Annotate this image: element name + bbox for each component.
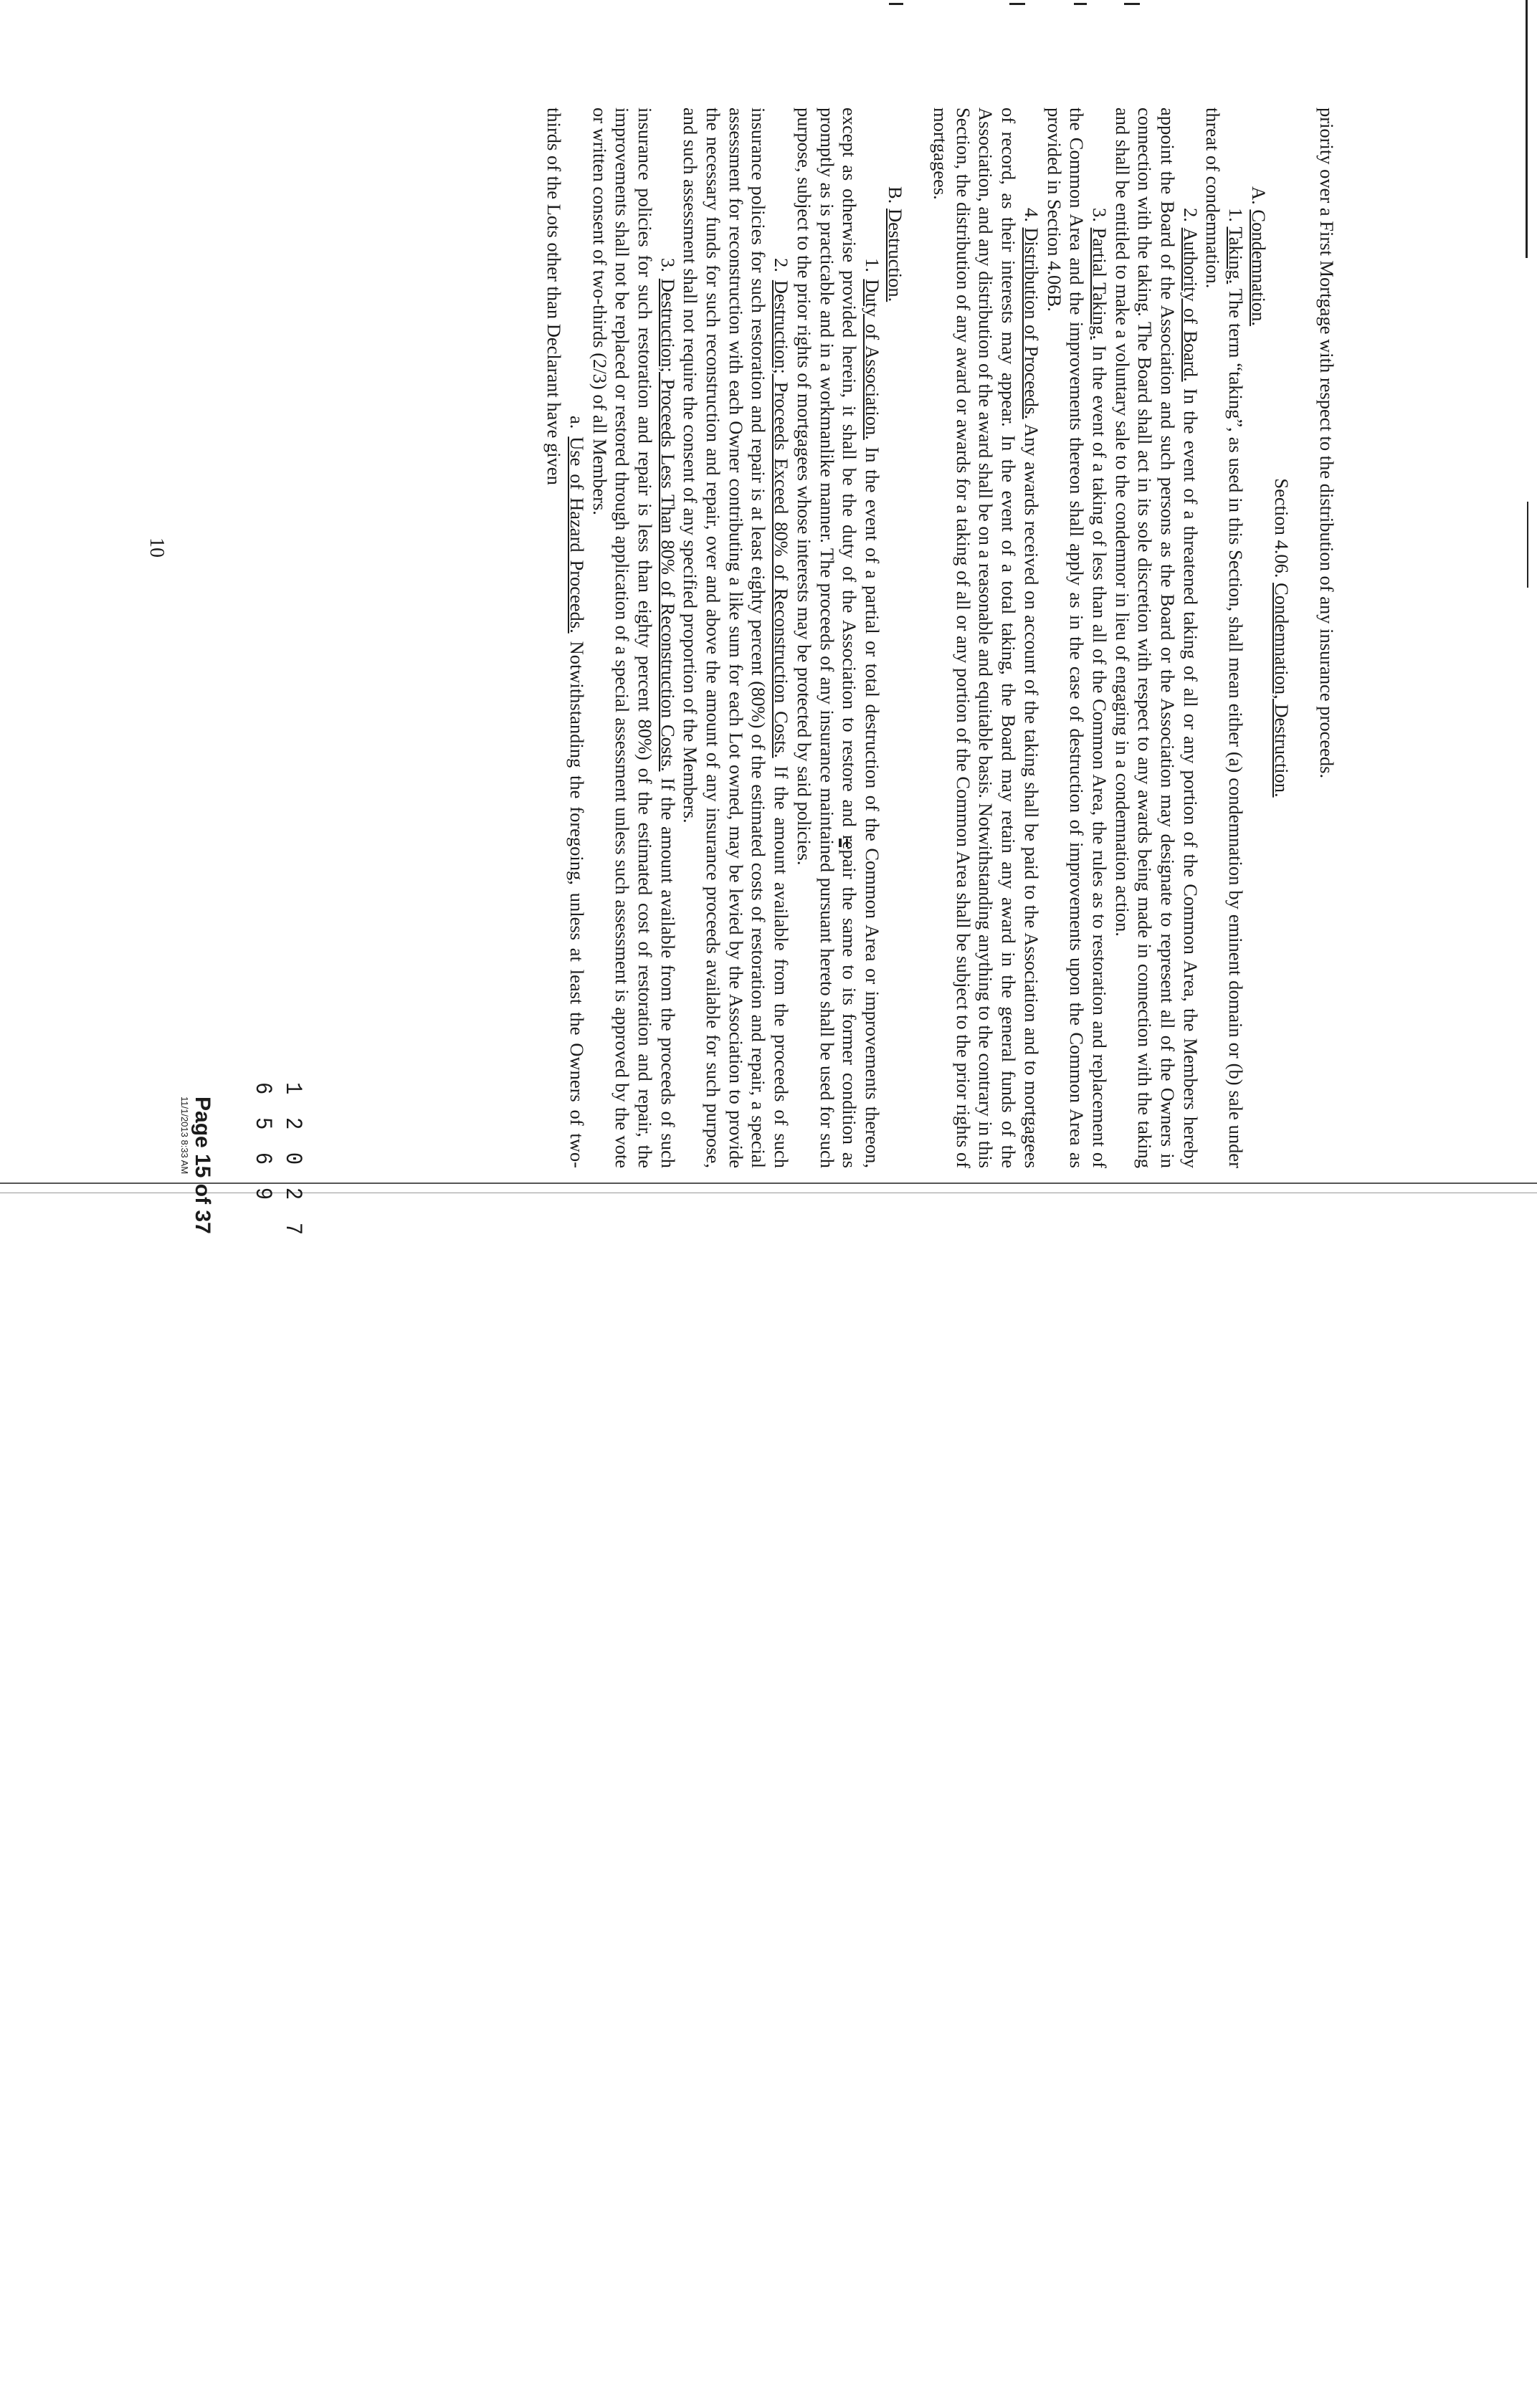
document-body	[542, 108, 1338, 1168]
paragraph-b3a: a. Use of Hazard Proceeds. Notwithstanding the foregoing, unless at least the Owners of two-thirds of the Lots other than Declarant have given	[543, 108, 588, 1169]
paragraph-b3: 3. Destruction; Proceeds Less Than 80% of Reconstruction Costs. If the amount available from the proceeds of such insurance policies for such restoration and repair is less than eighty percent 80%) of the estimated cost of restoration and repair, the improvements shall not be replaced or restored through application of a special assessment unless such assessment is approved by the vote or written consent of two-thirds (2/3) of all Members.	[589, 108, 679, 1169]
page-number: 10	[146, 538, 168, 558]
recording-number	[247, 1082, 308, 1240]
subsection-a-heading: A. Condemnation.	[1247, 186, 1270, 327]
paragraph-b2: 2. Destruction; Proceeds Exceed 80% of Reconstruction Costs. If the amount available from the proceeds of such insurance policies for such restoration and repair is at least eighty percent (80%) of the estimated costs of restoration and repair, a special assessment for reconstruction with each Owner contributing a like sum for each Lot owned, may be levied by the Association to provide the necessary funds for such reconstruction and repair, over and above the amount of any insurance proceeds available for such purpose, and such assessment shall not require the consent of any specified proportion of the Members.	[680, 108, 793, 1168]
page-of-label: Page 15 of 37	[191, 1096, 214, 1234]
subsection-b-heading: B. Destruction.	[884, 186, 906, 302]
paragraph-a1: 1. Taking. The term “taking”, as used in this Section, shall mean either (a) condemnation by eminent domain or (b) sale under threat of condemnation.	[1202, 108, 1247, 1169]
intro-paragraph: priority over a First Mortgage with respect to the distribution of any insurance proceeds.	[1316, 108, 1338, 779]
paragraph-a2: 2. Authority of Board. In the event of a threatened taking of all or any portion of the Common Area, the Members hereby appoint the Board of the Association and such persons as the Board or the Association may designate to represent all of the Owners in connection with the taking. The Board shall act in its sole discretion with respect to any awards being made in connection with the taking and shall be entitled to make a voluntary sale to the condemnor in lieu of engaging in a condemnation action.	[1111, 108, 1201, 1169]
paragraph-b1: 1. Duty of Association. In the event of a partial or total destruction of the Common Area or improvements thereon, except as otherwise provided herein, it shall be the duty of the Association to restore and repair the same to its former condition as promptly as is practicable and in a workmanlike manner. The proceeds of any insurance maintained pursuant hereto shall be used for such purpose, subject to the prior rights of mortgagees whose interests may be protected by said policies.	[793, 108, 883, 1168]
paragraph-a3: 3. Partial Taking. In the event of a taking of less than all of the Common Area, the rules as to restoration and replacement of the Common Area and the improvements thereon shall apply as in the case of destruction of improvements upon the Common Area as provided in Section 4.06B.	[1043, 108, 1110, 1168]
section-heading: Section 4.06. Condemnation, Destruction.	[1270, 478, 1293, 798]
recording-number-line: 1 2 0 2 7	[280, 1082, 306, 1241]
recording-stamp	[179, 1096, 214, 1234]
paragraph-a4: 4. Distribution of Proceeds. Any awards received on account of the taking shall be paid to the Association and to mortgagees of record, as their interests may appear. In the event of a total taking, the Board may retain any award in the general funds of the Association, and any distribution of the award shall be on a reasonable and equitable basis. Notwithstanding anything to the contrary in this Section, the distribution of any award or awards for a taking of all or any portion of the Common Area shall be subject to the prior rights of mortgagees.	[930, 108, 1042, 1169]
recording-number-line: 6 5 6 9	[249, 1082, 276, 1205]
recording-timestamp: 11/1/2013 8:33 AM	[179, 1096, 190, 1175]
